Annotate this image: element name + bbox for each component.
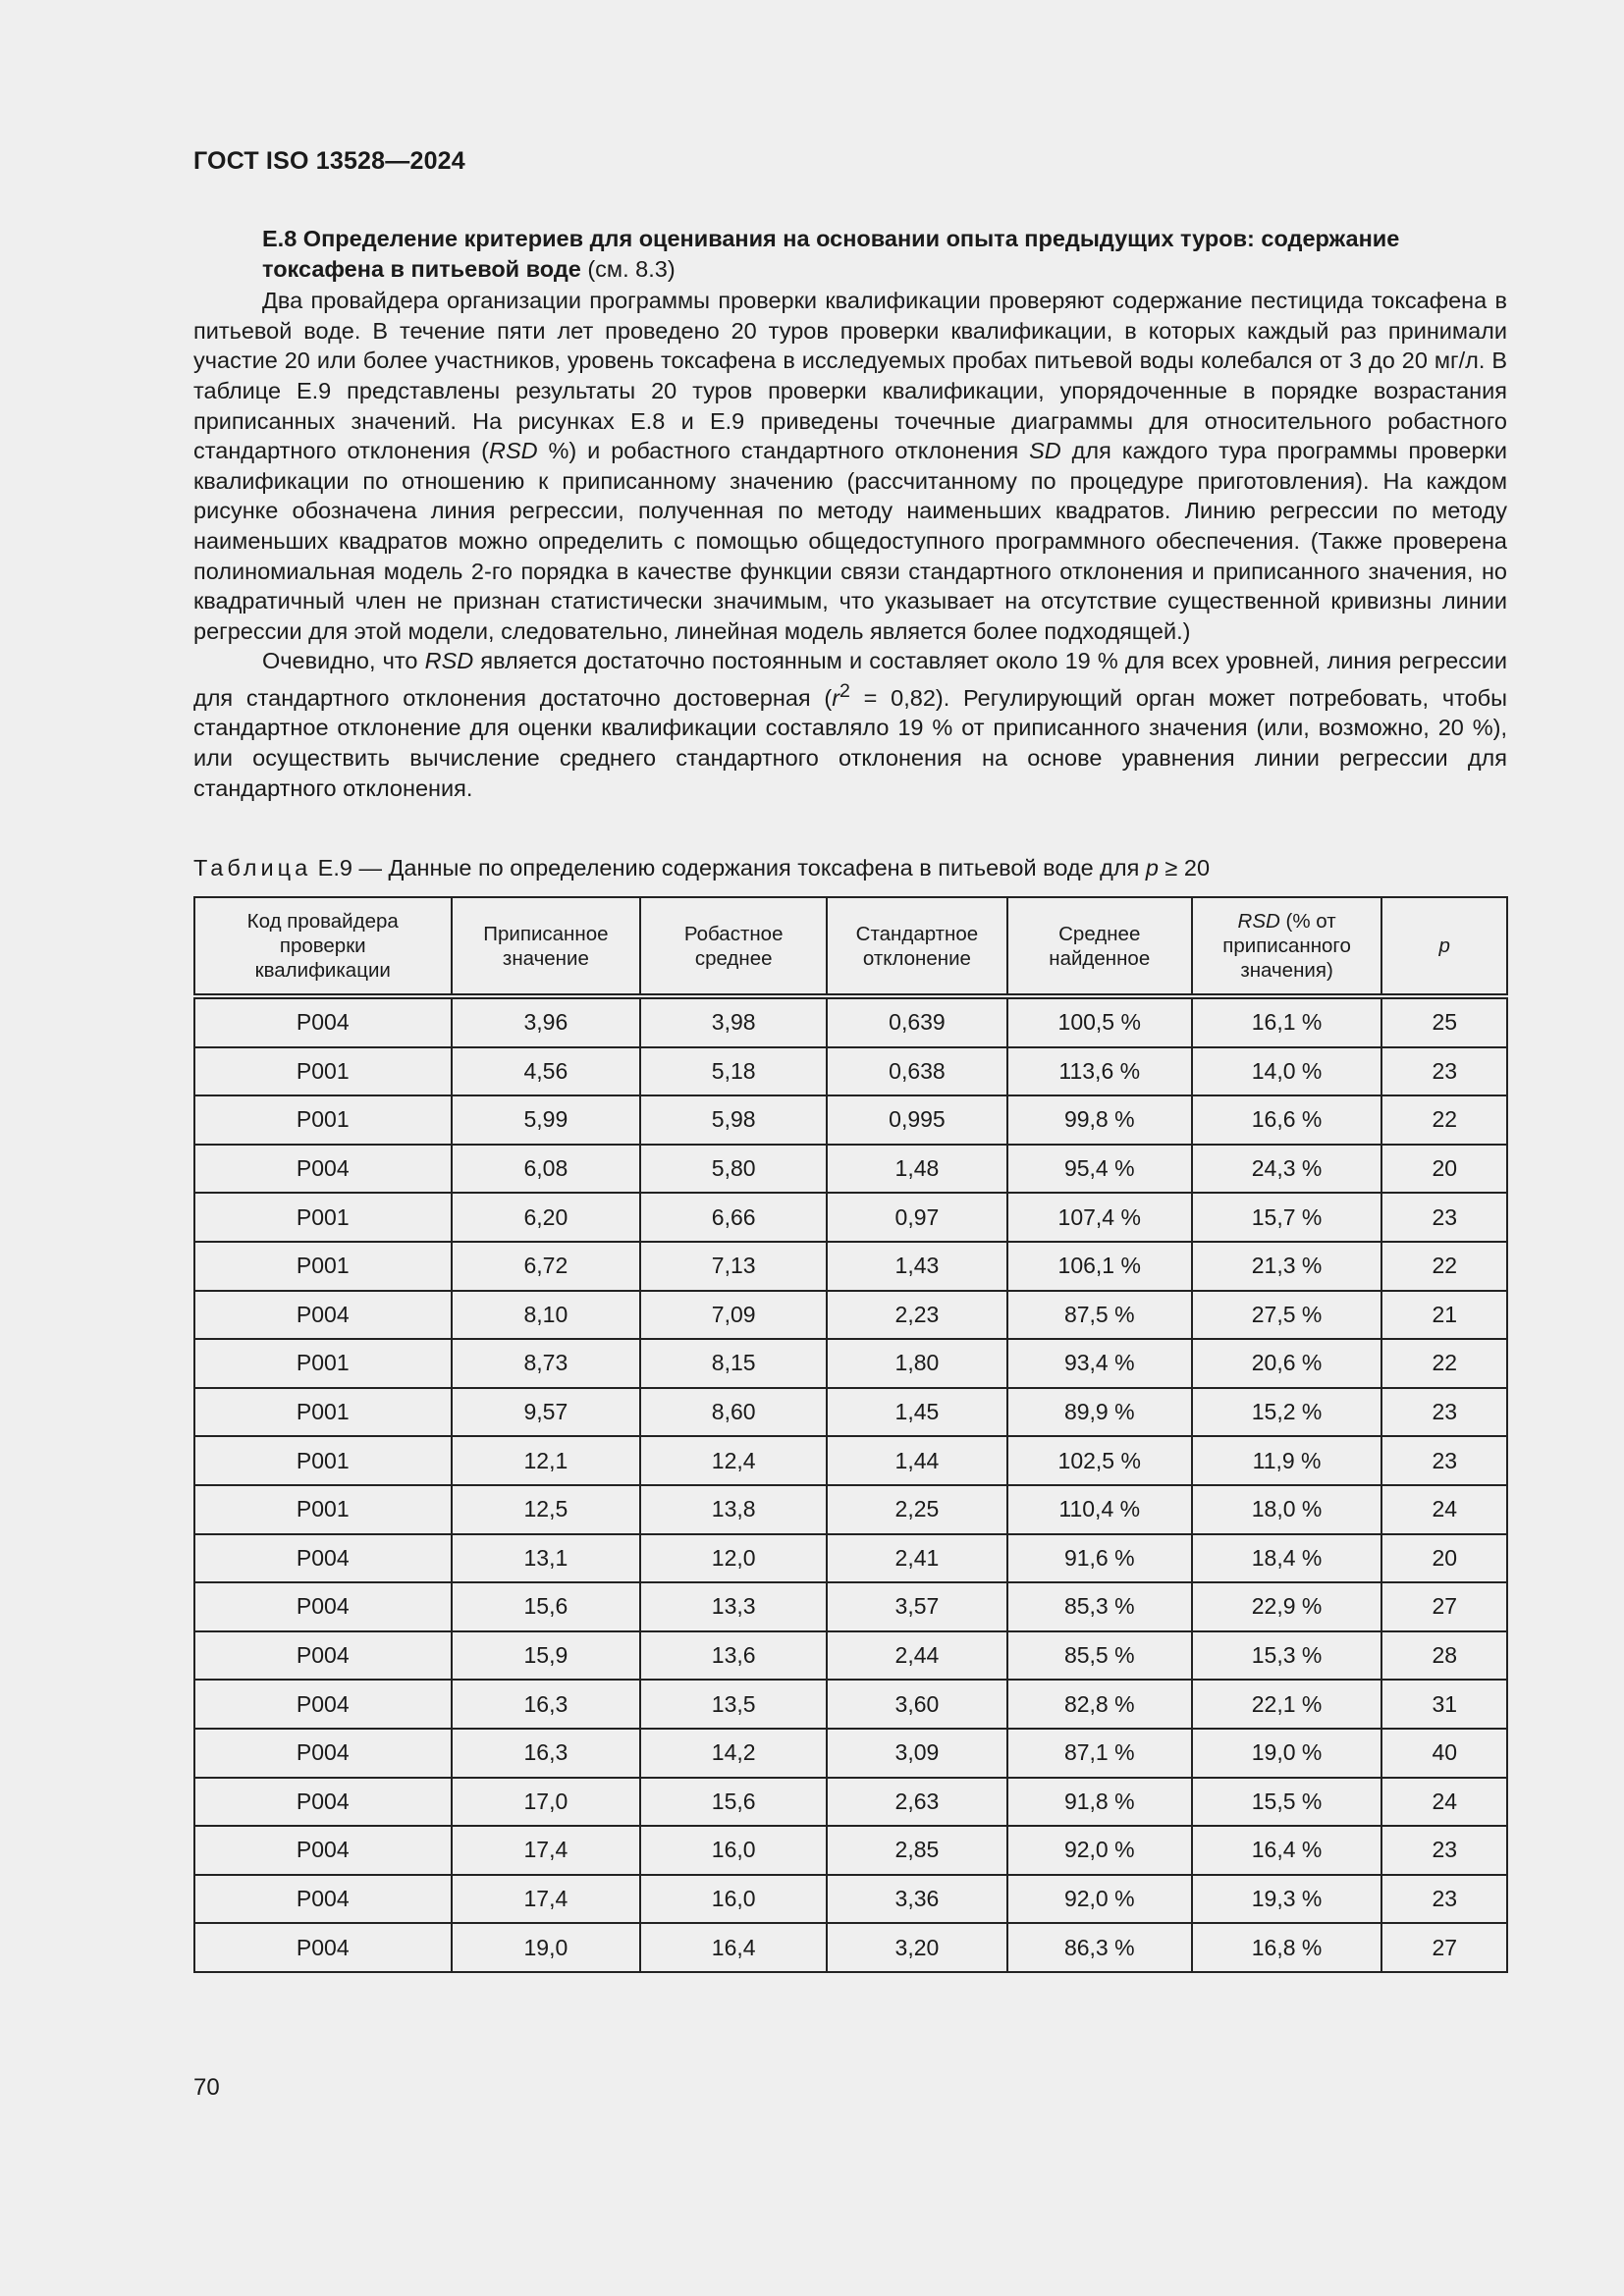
cell-rsd: 16,1 % (1192, 996, 1382, 1047)
header-p (1381, 897, 1507, 996)
cell-provider: P001 (194, 1095, 452, 1145)
cell-provider: P004 (194, 1291, 452, 1340)
table-body (194, 996, 1507, 1972)
paragraph-1-text-c: для каждого тура программы проверки квалификации по отношению к приписанному значению (рассчитанному по процедуре приготовления). На каждом рисунке обозначена линия регрессии, полученная по методу наименьших квадратов. Линию регрессии по методу наименьших квадратов можно определить с помощью общедоступного программного обеспечения. (Также проверена полиномиальная модель 2-го порядка в качестве функции связи стандартного отклонения и приписанного значения, но квадратичный член не признан статистически значимым, что указывает на отсутствие существенной кривизны линии регрессии для этой модели, следовательно, линейная модель является более подходящей.) (193, 438, 1507, 644)
cell-rsd: 24,3 % (1192, 1145, 1382, 1194)
table-caption-condition: ≥ 20 (1158, 855, 1211, 881)
cell-mean-found: 91,6 % (1007, 1534, 1192, 1583)
cell-p: 20 (1381, 1145, 1507, 1194)
cell-sd: 2,63 (827, 1778, 1007, 1827)
cell-sd: 0,97 (827, 1193, 1007, 1242)
cell-provider: P004 (194, 1778, 452, 1827)
section-title (262, 224, 1507, 284)
cell-sd: 0,639 (827, 996, 1007, 1047)
cell-robust-mean: 7,13 (640, 1242, 827, 1291)
cell-provider: P004 (194, 1145, 452, 1194)
cell-robust-mean: 16,0 (640, 1826, 827, 1875)
cell-assigned-value: 6,08 (452, 1145, 641, 1194)
cell-mean-found: 107,4 % (1007, 1193, 1192, 1242)
cell-mean-found: 87,5 % (1007, 1291, 1192, 1340)
cell-rsd: 16,4 % (1192, 1826, 1382, 1875)
cell-mean-found: 106,1 % (1007, 1242, 1192, 1291)
cell-assigned-value: 15,9 (452, 1631, 641, 1681)
cell-p: 27 (1381, 1923, 1507, 1972)
cell-mean-found: 82,8 % (1007, 1680, 1192, 1729)
table-caption (193, 855, 1210, 881)
cell-sd: 1,80 (827, 1339, 1007, 1388)
paragraph-1-text-a: Два провайдера организации программы проверки квалификации проверяют содержание пестицида токсафена в питьевой воде. В течение пяти лет проведено 20 туров проверки квалификации, в которых каждый раз принимали участие 20 или более участников, уровень токсафена в исследуемых пробах питьевой воды колебался от 3 до 20 мг/л. В таблице Е.9 представлены результаты 20 туров проверки квалификации, упорядоченные в порядке возрастания приписанных значений. На рисунках Е.8 и Е.9 приведены точечные диаграммы для относительного робастного стандартного отклонения ( (193, 288, 1507, 464)
paragraph-2-sup: 2 (839, 679, 850, 702)
table-row (194, 1875, 1507, 1924)
table-row (194, 1436, 1507, 1485)
cell-provider: P004 (194, 1729, 452, 1778)
cell-p: 23 (1381, 1436, 1507, 1485)
cell-mean-found: 85,3 % (1007, 1582, 1192, 1631)
cell-mean-found: 102,5 % (1007, 1436, 1192, 1485)
paragraph-2-text-b: является достаточно постоянным и составляет около 19 % для всех уровней, линия регрессии для стандартного отклонения достаточно достоверная ( (193, 648, 1507, 711)
cell-sd: 2,25 (827, 1485, 1007, 1534)
cell-mean-found: 92,0 % (1007, 1875, 1192, 1924)
section-title-text: Е.8 Определение критериев для оценивания на основании опыта предыдущих туров: содержание токсафена в питьевой воде (262, 226, 1400, 282)
cell-assigned-value: 8,10 (452, 1291, 641, 1340)
cell-provider: P004 (194, 996, 452, 1047)
cell-p: 23 (1381, 1047, 1507, 1096)
cell-p: 23 (1381, 1875, 1507, 1924)
cell-provider: P001 (194, 1436, 452, 1485)
cell-sd: 2,44 (827, 1631, 1007, 1681)
cell-provider: P004 (194, 1923, 452, 1972)
cell-sd: 0,638 (827, 1047, 1007, 1096)
cell-robust-mean: 13,5 (640, 1680, 827, 1729)
cell-p: 20 (1381, 1534, 1507, 1583)
table-row (194, 1826, 1507, 1875)
table-row (194, 1242, 1507, 1291)
cell-p: 24 (1381, 1485, 1507, 1534)
paragraph-2-text-c: = 0,82). Регулирующий орган может потребовать, чтобы стандартное отклонение для оценки квалификации составляло 19 % от приписанного значения (или, возможно, 20 %), или осуществить вычисление среднего стандартного отклонения на основе уравнения линии регрессии для стандартного отклонения. (193, 684, 1507, 801)
cell-p: 22 (1381, 1339, 1507, 1388)
table-row (194, 1291, 1507, 1340)
cell-robust-mean: 13,6 (640, 1631, 827, 1681)
cell-rsd: 19,3 % (1192, 1875, 1382, 1924)
cell-assigned-value: 17,4 (452, 1875, 641, 1924)
cell-sd: 2,23 (827, 1291, 1007, 1340)
cell-mean-found: 110,4 % (1007, 1485, 1192, 1534)
cell-sd: 2,41 (827, 1534, 1007, 1583)
cell-rsd: 16,8 % (1192, 1923, 1382, 1972)
cell-assigned-value: 15,6 (452, 1582, 641, 1631)
cell-assigned-value: 8,73 (452, 1339, 641, 1388)
cell-p: 28 (1381, 1631, 1507, 1681)
table-row (194, 1778, 1507, 1827)
table-row (194, 1631, 1507, 1681)
cell-sd: 3,57 (827, 1582, 1007, 1631)
header-mean-found: Среднее найденное (1007, 897, 1192, 996)
cell-robust-mean: 12,0 (640, 1534, 827, 1583)
cell-p: 21 (1381, 1291, 1507, 1340)
cell-p: 24 (1381, 1778, 1507, 1827)
cell-robust-mean: 12,4 (640, 1436, 827, 1485)
paragraph-2-text-a: Очевидно, что (262, 648, 425, 674)
cell-mean-found: 95,4 % (1007, 1145, 1192, 1194)
cell-assigned-value: 4,56 (452, 1047, 641, 1096)
cell-sd: 1,45 (827, 1388, 1007, 1437)
header-provider-code: Код провайдера проверки квалификации (194, 897, 452, 996)
table-row (194, 1193, 1507, 1242)
section-e8 (193, 224, 1507, 803)
cell-rsd: 22,1 % (1192, 1680, 1382, 1729)
header-robust-mean: Робастное среднее (640, 897, 827, 996)
cell-rsd: 15,3 % (1192, 1631, 1382, 1681)
cell-rsd: 16,6 % (1192, 1095, 1382, 1145)
cell-provider: P004 (194, 1875, 452, 1924)
table-row (194, 1047, 1507, 1096)
paragraph-1-text-b: %) и робастного стандартного отклонения (537, 438, 1030, 464)
table-header-row (194, 897, 1507, 996)
cell-assigned-value: 17,0 (452, 1778, 641, 1827)
cell-rsd: 15,2 % (1192, 1388, 1382, 1437)
header-standard-deviation: Стандартное отклонение (827, 897, 1007, 996)
paragraph-1 (193, 286, 1507, 646)
cell-sd: 1,44 (827, 1436, 1007, 1485)
section-title-ref: (см. 8.3) (580, 255, 676, 282)
header-assigned-value: Приписанное значение (452, 897, 641, 996)
table-caption-text: Е.9 — Данные по определению содержания токсафена в питьевой воде для (311, 855, 1146, 881)
cell-rsd: 15,7 % (1192, 1193, 1382, 1242)
cell-assigned-value: 13,1 (452, 1534, 641, 1583)
table-row (194, 1680, 1507, 1729)
cell-assigned-value: 19,0 (452, 1923, 641, 1972)
cell-sd: 2,85 (827, 1826, 1007, 1875)
cell-assigned-value: 6,20 (452, 1193, 641, 1242)
cell-rsd: 27,5 % (1192, 1291, 1382, 1340)
cell-mean-found: 86,3 % (1007, 1923, 1192, 1972)
table-row (194, 996, 1507, 1047)
table-row (194, 1923, 1507, 1972)
cell-mean-found: 89,9 % (1007, 1388, 1192, 1437)
cell-assigned-value: 12,5 (452, 1485, 641, 1534)
cell-assigned-value: 12,1 (452, 1436, 641, 1485)
table-row (194, 1339, 1507, 1388)
cell-mean-found: 113,6 % (1007, 1047, 1192, 1096)
paragraph-1-rsd: RSD (489, 438, 538, 464)
header-p-symbol: p (1438, 934, 1450, 957)
cell-assigned-value: 16,3 (452, 1729, 641, 1778)
table-row (194, 1388, 1507, 1437)
cell-provider: P001 (194, 1339, 452, 1388)
cell-provider: P004 (194, 1826, 452, 1875)
cell-provider: P001 (194, 1047, 452, 1096)
cell-provider: P001 (194, 1485, 452, 1534)
cell-sd: 3,60 (827, 1680, 1007, 1729)
cell-assigned-value: 9,57 (452, 1388, 641, 1437)
table-row (194, 1145, 1507, 1194)
cell-provider: P004 (194, 1680, 452, 1729)
cell-robust-mean: 3,98 (640, 996, 827, 1047)
cell-rsd: 20,6 % (1192, 1339, 1382, 1388)
header-rsd (1192, 897, 1382, 996)
cell-rsd: 11,9 % (1192, 1436, 1382, 1485)
cell-p: 40 (1381, 1729, 1507, 1778)
cell-rsd: 18,4 % (1192, 1534, 1382, 1583)
cell-sd: 3,20 (827, 1923, 1007, 1972)
cell-mean-found: 87,1 % (1007, 1729, 1192, 1778)
cell-p: 23 (1381, 1388, 1507, 1437)
cell-robust-mean: 16,4 (640, 1923, 827, 1972)
document-header: ГОСТ ISO 13528—2024 (193, 147, 465, 175)
cell-mean-found: 92,0 % (1007, 1826, 1192, 1875)
cell-robust-mean: 16,0 (640, 1875, 827, 1924)
cell-p: 31 (1381, 1680, 1507, 1729)
paragraph-1-sd: SD (1029, 438, 1061, 464)
paragraph-2-r: r (832, 684, 840, 711)
cell-assigned-value: 3,96 (452, 996, 641, 1047)
cell-assigned-value: 6,72 (452, 1242, 641, 1291)
cell-robust-mean: 5,18 (640, 1047, 827, 1096)
cell-sd: 1,48 (827, 1145, 1007, 1194)
cell-rsd: 22,9 % (1192, 1582, 1382, 1631)
cell-sd: 3,09 (827, 1729, 1007, 1778)
cell-p: 22 (1381, 1095, 1507, 1145)
cell-rsd: 14,0 % (1192, 1047, 1382, 1096)
data-table (193, 896, 1508, 1973)
cell-robust-mean: 13,3 (640, 1582, 827, 1631)
cell-p: 22 (1381, 1242, 1507, 1291)
cell-p: 25 (1381, 996, 1507, 1047)
cell-rsd: 21,3 % (1192, 1242, 1382, 1291)
cell-robust-mean: 5,80 (640, 1145, 827, 1194)
cell-mean-found: 99,8 % (1007, 1095, 1192, 1145)
cell-robust-mean: 8,15 (640, 1339, 827, 1388)
cell-robust-mean: 7,09 (640, 1291, 827, 1340)
cell-provider: P004 (194, 1534, 452, 1583)
cell-rsd: 18,0 % (1192, 1485, 1382, 1534)
paragraph-2 (193, 646, 1507, 803)
table-row (194, 1729, 1507, 1778)
cell-assigned-value: 17,4 (452, 1826, 641, 1875)
cell-provider: P004 (194, 1631, 452, 1681)
paragraph-2-rsd: RSD (424, 648, 474, 674)
table-caption-word: Таблица (193, 855, 312, 881)
cell-rsd: 19,0 % (1192, 1729, 1382, 1778)
cell-mean-found: 91,8 % (1007, 1778, 1192, 1827)
cell-p: 27 (1381, 1582, 1507, 1631)
cell-p: 23 (1381, 1193, 1507, 1242)
cell-assigned-value: 16,3 (452, 1680, 641, 1729)
table-row (194, 1095, 1507, 1145)
cell-sd: 3,36 (827, 1875, 1007, 1924)
cell-provider: P001 (194, 1388, 452, 1437)
cell-robust-mean: 8,60 (640, 1388, 827, 1437)
table-row (194, 1534, 1507, 1583)
cell-mean-found: 93,4 % (1007, 1339, 1192, 1388)
cell-provider: P004 (194, 1582, 452, 1631)
cell-provider: P001 (194, 1242, 452, 1291)
cell-robust-mean: 13,8 (640, 1485, 827, 1534)
header-rsd-text: (% от приписанного значения) (1222, 910, 1351, 982)
cell-sd: 1,43 (827, 1242, 1007, 1291)
cell-robust-mean: 14,2 (640, 1729, 827, 1778)
cell-rsd: 15,5 % (1192, 1778, 1382, 1827)
table-row (194, 1582, 1507, 1631)
header-rsd-symbol: RSD (1237, 910, 1280, 933)
table-row (194, 1485, 1507, 1534)
cell-sd: 0,995 (827, 1095, 1007, 1145)
cell-robust-mean: 6,66 (640, 1193, 827, 1242)
table-caption-p: p (1145, 855, 1159, 881)
cell-robust-mean: 15,6 (640, 1778, 827, 1827)
cell-robust-mean: 5,98 (640, 1095, 827, 1145)
cell-p: 23 (1381, 1826, 1507, 1875)
page-number: 70 (193, 2074, 220, 2101)
cell-assigned-value: 5,99 (452, 1095, 641, 1145)
cell-mean-found: 85,5 % (1007, 1631, 1192, 1681)
cell-mean-found: 100,5 % (1007, 996, 1192, 1047)
cell-provider: P001 (194, 1193, 452, 1242)
